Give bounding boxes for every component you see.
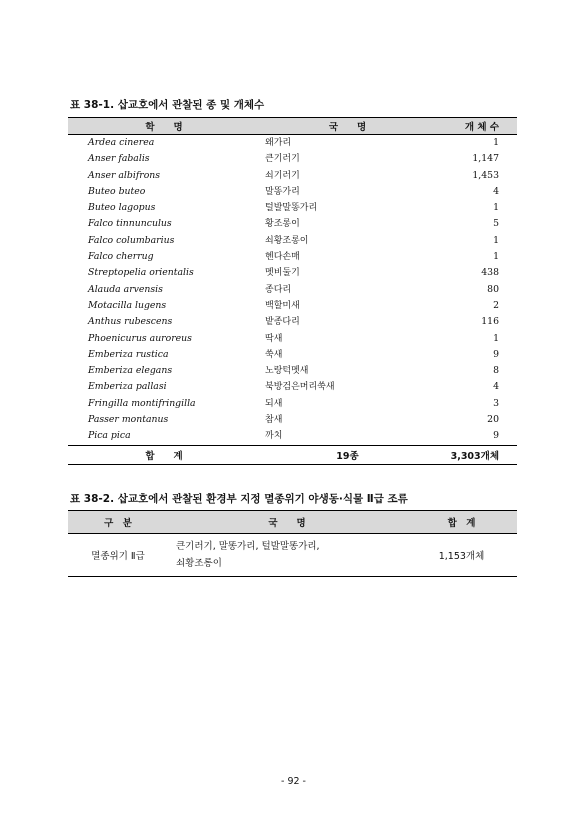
table2-caption: 표 38-2. 삽교호에서 관찰된 환경부 지정 멸종위기 야생동·식물 Ⅱ급 조류: [70, 493, 408, 505]
scientific-name-cell: Phoenicurus auroreus: [88, 332, 192, 344]
korean-name-cell: 털발말똥가리: [265, 203, 318, 214]
count-cell: 9: [493, 348, 499, 360]
table-row: [68, 314, 517, 330]
table-row: [68, 282, 517, 298]
table-row: [68, 412, 517, 428]
scientific-name-cell: Ardea cinerea: [88, 137, 155, 148]
scientific-name-cell: Fringilla montifringilla: [88, 397, 196, 409]
species-names-line: 쇠황조롱이: [176, 558, 222, 569]
count-cell: 3: [493, 397, 499, 409]
scientific-name-cell: Alauda arvensis: [88, 283, 163, 295]
table-row: [68, 249, 517, 265]
korean-name-cell: 노랑턱멧새: [265, 366, 309, 377]
scientific-name-cell: Motacilla lugens: [88, 299, 167, 311]
count-cell: 1: [493, 234, 499, 246]
header-korean-name: 국 명: [168, 511, 406, 534]
table-header-row: [68, 511, 517, 534]
scientific-name-cell: Anthus rubescens: [88, 316, 173, 328]
korean-name-cell: 북방검은머리쑥새: [265, 382, 335, 393]
category-cell: 멸종위기 Ⅱ급: [68, 534, 168, 577]
scientific-name-cell: Anser albifrons: [88, 169, 161, 181]
header-total: 합 계: [406, 511, 517, 534]
scientific-name-cell: Falco tinnunculus: [88, 218, 172, 230]
korean-name-cell: 되새: [265, 398, 283, 409]
scientific-name-cell: Emberiza pallasi: [88, 381, 167, 393]
table-header-row: [68, 118, 517, 135]
total-cell: 1,153개체: [406, 534, 517, 577]
table-row: [68, 331, 517, 347]
scientific-name-cell: Emberiza rustica: [88, 348, 169, 360]
species-count-table: [68, 117, 517, 465]
scientific-name-cell: Falco columbarius: [88, 234, 175, 246]
count-cell: 438: [481, 267, 499, 279]
count-cell: 8: [493, 365, 499, 377]
korean-name-cell: 밭종다리: [265, 317, 300, 328]
count-cell: 80: [487, 283, 499, 295]
korean-name-cell: 쇠기러기: [265, 170, 300, 181]
korean-name-cell: 참새: [265, 415, 283, 426]
table-row: [68, 534, 517, 577]
korean-name-cell: 까치: [265, 431, 283, 442]
scientific-name-cell: Streptopelia orientalis: [88, 267, 194, 279]
count-cell: 1,453: [472, 169, 499, 181]
korean-name-cell: 헨다손매: [265, 252, 300, 263]
korean-name-cell: 말똥가리: [265, 186, 300, 197]
total-species: 19종: [260, 445, 435, 464]
table-row: [68, 168, 517, 184]
count-cell: 116: [481, 316, 499, 328]
table-row: [68, 216, 517, 232]
count-cell: 1: [493, 332, 499, 344]
count-cell: 4: [493, 381, 499, 393]
page-number: - 92 -: [281, 776, 306, 787]
scientific-name-cell: Buteo lagopus: [88, 202, 156, 214]
count-cell: 1: [493, 137, 499, 148]
species-names-line: 큰기러기, 말똥가리, 털발말똥가리,: [176, 541, 320, 552]
korean-name-cell: 황조롱이: [265, 219, 300, 230]
scientific-name-cell: Pica pica: [88, 430, 131, 442]
table-row: [68, 265, 517, 281]
korean-name-cell: 종다리: [265, 284, 292, 295]
count-cell: 9: [493, 430, 499, 442]
total-count: 3,303개체: [435, 445, 517, 464]
scientific-name-cell: Emberiza elegans: [88, 365, 173, 377]
korean-name-cell: 딱새: [265, 333, 283, 344]
korean-name-cell: 쑥새: [265, 349, 283, 360]
scientific-name-cell: Anser fabalis: [88, 153, 150, 165]
table-row: [68, 184, 517, 200]
endangered-species-table: [68, 510, 517, 577]
count-cell: 5: [493, 218, 499, 230]
korean-name-cell: 멧비둘기: [265, 268, 300, 279]
count-cell: 1,147: [472, 153, 499, 165]
table-row: [68, 298, 517, 314]
total-row: [68, 445, 517, 464]
korean-name-cell: 쇠황조롱이: [265, 235, 309, 246]
table-row: [68, 347, 517, 363]
table-row: [68, 379, 517, 395]
count-cell: 4: [493, 185, 499, 197]
korean-name-cell: 큰기러기: [265, 154, 300, 165]
korean-name-cell: 백할미새: [265, 300, 300, 311]
table-row: [68, 233, 517, 249]
header-category: 구 분: [68, 511, 168, 534]
header-scientific-name: 학 명: [68, 118, 260, 135]
count-cell: 20: [487, 414, 499, 426]
korean-name-cell: 왜가리: [265, 138, 292, 148]
table1-caption: 표 38-1. 삽교호에서 관찰된 종 및 개체수: [70, 99, 265, 111]
table-row: [68, 396, 517, 412]
scientific-name-cell: Falco cherrug: [88, 251, 154, 263]
table-row: [68, 151, 517, 167]
table-row: [68, 363, 517, 379]
count-cell: 2: [493, 299, 499, 311]
table-row: [68, 135, 517, 152]
total-label: 합 계: [68, 445, 260, 464]
species-names-cell: [168, 534, 406, 577]
scientific-name-cell: Passer montanus: [88, 414, 169, 426]
count-cell: 1: [493, 202, 499, 214]
table-row: [68, 200, 517, 216]
header-count: 개 체 수: [435, 118, 517, 135]
table-row: [68, 428, 517, 445]
count-cell: 1: [493, 251, 499, 263]
scientific-name-cell: Buteo buteo: [88, 185, 146, 197]
header-korean-name: 국 명: [260, 118, 435, 135]
